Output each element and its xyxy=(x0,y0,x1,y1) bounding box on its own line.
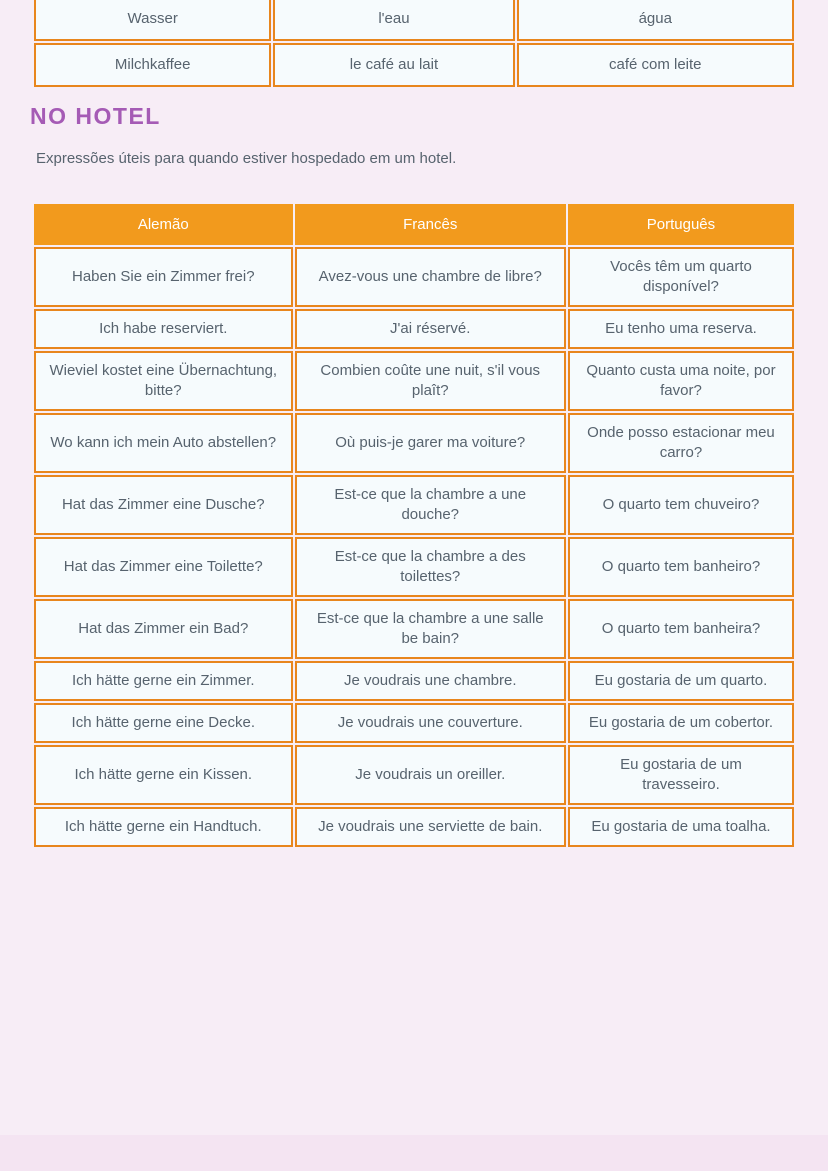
table-row xyxy=(34,247,794,307)
section-subtitle: Expressões úteis para quando estiver hospedado em um hotel. xyxy=(36,150,457,167)
table-row xyxy=(34,745,794,805)
table-cell: Où puis-je garer ma voiture? xyxy=(295,413,566,473)
table-header-row xyxy=(34,204,794,245)
column-header-portugues: Português xyxy=(568,204,794,245)
page-footer-band xyxy=(0,1135,828,1171)
table-cell: J'ai réservé. xyxy=(295,309,566,349)
column-header-alemao: Alemão xyxy=(34,204,293,245)
section-heading: NO HOTEL xyxy=(30,103,161,129)
table-row xyxy=(34,351,794,411)
table-cell: Je voudrais une couverture. xyxy=(295,703,566,743)
table-cell: Milchkaffee xyxy=(34,43,271,87)
hotel-phrases-table xyxy=(32,202,796,849)
table-cell: Je voudrais une chambre. xyxy=(295,661,566,701)
table-cell: Eu gostaria de uma toalha. xyxy=(568,807,794,847)
table-cell: Combien coûte une nuit, s'il vous plaît? xyxy=(295,351,566,411)
table-cell: Wasser xyxy=(34,0,271,41)
table-cell: Eu gostaria de um travesseiro. xyxy=(568,745,794,805)
table-row xyxy=(34,0,794,41)
table-cell: Eu gostaria de um quarto. xyxy=(568,661,794,701)
table-cell: O quarto tem banheira? xyxy=(568,599,794,659)
table-cell: Ich hätte gerne ein Zimmer. xyxy=(34,661,293,701)
table-cell: Wo kann ich mein Auto abstellen? xyxy=(34,413,293,473)
table-cell: Eu gostaria de um cobertor. xyxy=(568,703,794,743)
table-cell: Ich habe reserviert. xyxy=(34,309,293,349)
vocabulary-table-partial xyxy=(32,0,796,89)
table-cell: le café au lait xyxy=(273,43,514,87)
table-cell: Hat das Zimmer eine Toilette? xyxy=(34,537,293,597)
table-row xyxy=(34,661,794,701)
table-cell: O quarto tem banheiro? xyxy=(568,537,794,597)
table-cell: Eu tenho uma reserva. xyxy=(568,309,794,349)
table-row xyxy=(34,537,794,597)
table-cell: Est-ce que la chambre a une salle be bain? xyxy=(295,599,566,659)
table-row xyxy=(34,599,794,659)
table-cell: Je voudrais une serviette de bain. xyxy=(295,807,566,847)
table-row xyxy=(34,807,794,847)
table-cell: Onde posso estacionar meu carro? xyxy=(568,413,794,473)
table-cell: Vocês têm um quarto disponível? xyxy=(568,247,794,307)
table-cell: Quanto custa uma noite, por favor? xyxy=(568,351,794,411)
table-cell: Hat das Zimmer eine Dusche? xyxy=(34,475,293,535)
table-cell: Ich hätte gerne ein Kissen. xyxy=(34,745,293,805)
table-cell: O quarto tem chuveiro? xyxy=(568,475,794,535)
table-cell: Ich hätte gerne ein Handtuch. xyxy=(34,807,293,847)
table-cell: água xyxy=(517,0,794,41)
table-cell: Avez-vous une chambre de libre? xyxy=(295,247,566,307)
table-row xyxy=(34,43,794,87)
column-header-frances: Francês xyxy=(295,204,566,245)
table-cell: l'eau xyxy=(273,0,514,41)
table-cell: Hat das Zimmer ein Bad? xyxy=(34,599,293,659)
table-row xyxy=(34,475,794,535)
table-cell: Est-ce que la chambre a une douche? xyxy=(295,475,566,535)
table-row xyxy=(34,309,794,349)
table-row xyxy=(34,413,794,473)
table-cell: Ich hätte gerne eine Decke. xyxy=(34,703,293,743)
table-cell: Je voudrais un oreiller. xyxy=(295,745,566,805)
table-cell: Wieviel kostet eine Übernachtung, bitte? xyxy=(34,351,293,411)
table-row xyxy=(34,703,794,743)
table-cell: Haben Sie ein Zimmer frei? xyxy=(34,247,293,307)
table-cell: Est-ce que la chambre a des toilettes? xyxy=(295,537,566,597)
table-cell: café com leite xyxy=(517,43,794,87)
